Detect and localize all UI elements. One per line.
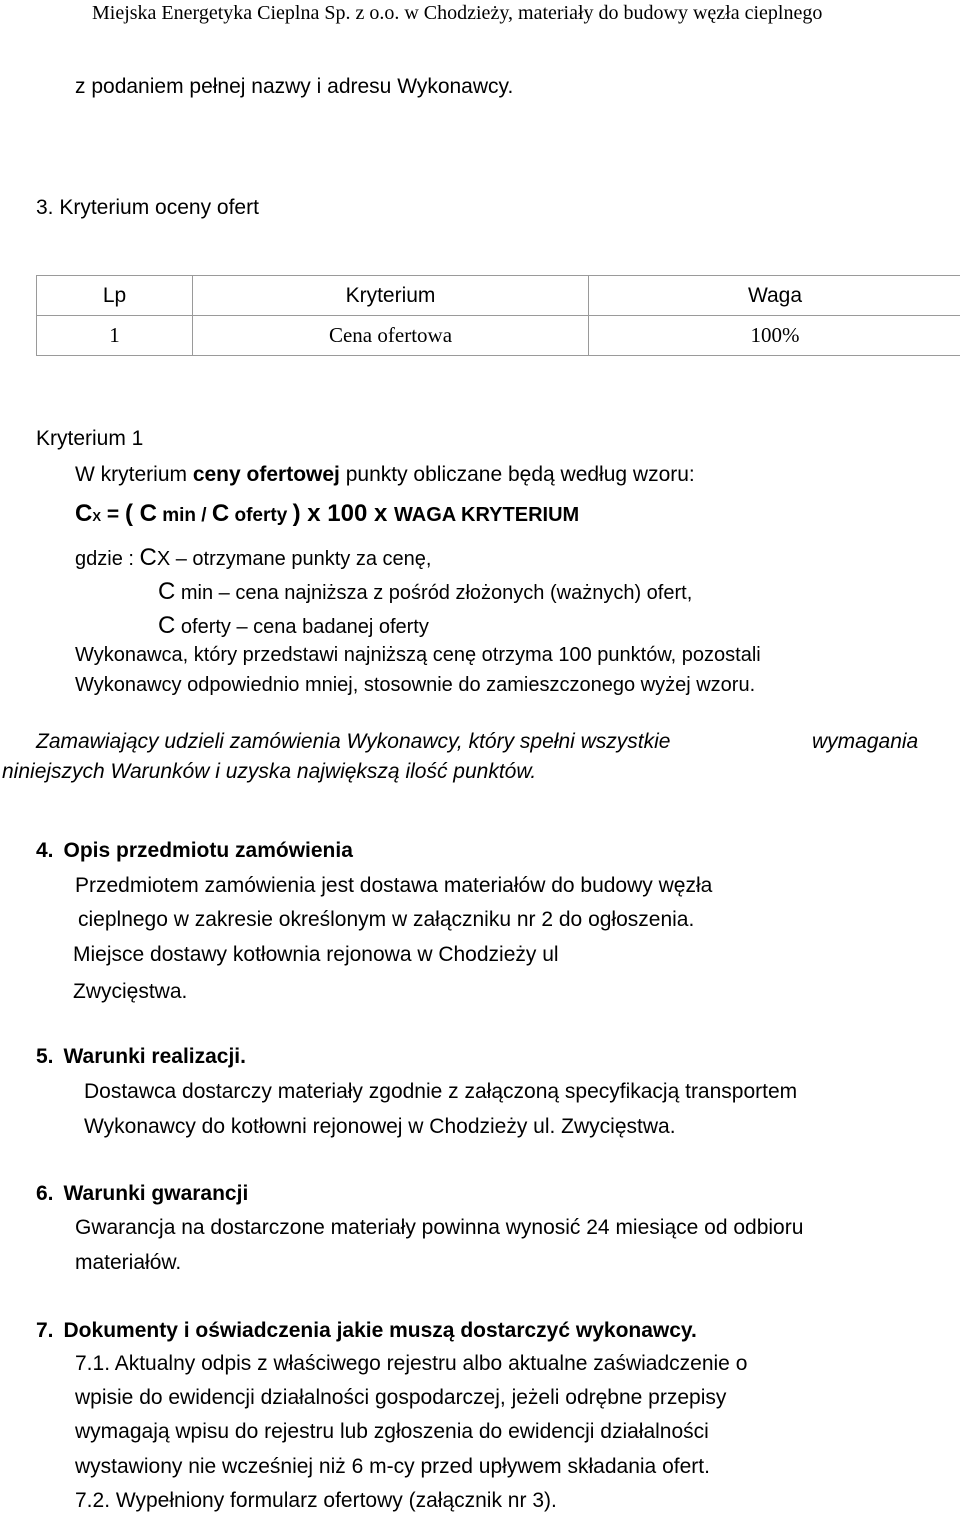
- section-6-heading: [36, 1182, 248, 1206]
- formula: [75, 500, 579, 528]
- table-header-cell: Waga: [589, 276, 960, 316]
- paragraph-line: Wykonawcy odpowiednio mniej, stosownie do zamieszczonego wyżej wzoru.: [75, 674, 756, 696]
- where-c: C: [139, 544, 157, 571]
- formula-cof: C: [211, 500, 230, 527]
- paragraph-line: wymagają wpisu do rejestru lub zgłoszenia do ewidencji działalności: [75, 1420, 709, 1443]
- paragraph-line: 7.2. Wypełniony formularz ofertowy (załącznik nr 3).: [75, 1489, 557, 1512]
- formula-oferty: oferty: [229, 505, 293, 526]
- criteria-table: [36, 275, 960, 356]
- paragraph-line: Dostawca dostarczy materiały zgodnie z załączoną specyfikacją transportem: [84, 1080, 798, 1103]
- where-cx: [75, 544, 431, 572]
- where-text: min – cena najniższa z pośród złożonych (ważnych) ofert,: [175, 582, 693, 604]
- italic-line: Zamawiający udzieli zamówienia Wykonawcy, który spełni wszystkie: [36, 730, 671, 753]
- where-cmin: [158, 578, 692, 606]
- paragraph-line: wystawiony nie wcześniej niż 6 m-cy przed upływem składania ofert.: [75, 1455, 710, 1478]
- paragraph-line: wpisie do ewidencji działalności gospodarczej, jeżeli odrębne przepisy: [75, 1386, 727, 1409]
- section-title: Warunki gwarancji: [63, 1182, 249, 1205]
- formula-sub: X: [92, 509, 102, 524]
- paragraph-line: Przedmiotem zamówienia jest dostawa materiałów do budowy węzła: [75, 874, 713, 897]
- where-text: – otrzymane punkty za cenę,: [170, 548, 432, 570]
- section-title: Dokumenty i oświadczenia jakie muszą dostarczyć wykonawcy.: [63, 1319, 697, 1342]
- formula-paren: ): [292, 500, 301, 527]
- where-c: C: [158, 578, 176, 605]
- section-title: Opis przedmiotu zamówienia: [63, 839, 353, 862]
- paragraph-line: Miejsce dostawy kotłownia rejonowa w Chodzieży ul: [73, 943, 559, 966]
- section-4-heading: [36, 839, 353, 863]
- paragraph-line: 7.1. Aktualny odpis z właściwego rejestru albo aktualne zaświadczenie o: [75, 1352, 748, 1375]
- section-number: 4.: [36, 839, 54, 862]
- criterion-intro: [75, 463, 695, 487]
- table-row: [37, 316, 960, 356]
- paragraph-line: cieplnego w zakresie określonym w załączniku nr 2 do ogłoszenia.: [78, 908, 695, 931]
- paragraph-line: Wykonawcy do kotłowni rejonowej w Chodzieży ul. Zwycięstwa.: [84, 1115, 676, 1138]
- criterion-title: Kryterium 1: [36, 427, 144, 450]
- italic-line: wymagania: [812, 730, 919, 753]
- formula-c: C: [75, 500, 93, 527]
- paragraph-line: Wykonawca, który przedstawi najniższą cenę otrzyma 100 punktów, pozostali: [75, 644, 761, 666]
- table-cell: Cena ofertowa: [193, 316, 589, 356]
- table-header-cell: Kryterium: [193, 276, 589, 316]
- section-number: 6.: [36, 1182, 54, 1205]
- where-label: gdzie :: [75, 548, 140, 570]
- where-x: X: [156, 548, 171, 570]
- where-text: oferty – cena badanej oferty: [175, 616, 429, 638]
- where-c: C: [158, 612, 176, 639]
- section-3-heading: 3. Kryterium oceny ofert: [36, 196, 259, 219]
- formula-cmin: C: [139, 500, 157, 527]
- table-header-row: [37, 276, 960, 316]
- section-5-heading: [36, 1045, 246, 1069]
- intro-bold: ceny ofertowej: [192, 463, 340, 486]
- table-header-cell: Lp: [37, 276, 193, 316]
- page-header: Miejska Energetyka Cieplna Sp. z o.o. w Chodzieży, materiały do budowy węzła cieplnego: [92, 2, 823, 24]
- paragraph-line: Zwycięstwa.: [73, 980, 188, 1003]
- table-cell: 1: [37, 316, 193, 356]
- formula-paren: (: [124, 500, 140, 527]
- formula-eq: =: [101, 503, 125, 526]
- intro-line: z podaniem pełnej nazwy i adresu Wykonawcy.: [75, 75, 514, 98]
- formula-min: min /: [156, 505, 212, 526]
- formula-waga: WAGA KRYTERIUM: [394, 504, 580, 526]
- section-title: Warunki realizacji.: [63, 1045, 246, 1068]
- section-7-heading: [36, 1319, 697, 1343]
- section-number: 7.: [36, 1319, 54, 1342]
- table-cell: 100%: [589, 316, 960, 356]
- where-coferty: [158, 612, 429, 640]
- italic-line: niniejszych Warunków i uzyska największą ilość punktów.: [2, 760, 537, 783]
- paragraph-line: materiałów.: [75, 1251, 182, 1274]
- section-number: 5.: [36, 1045, 54, 1068]
- intro-text: punkty obliczane będą według wzoru:: [339, 463, 695, 486]
- intro-text: W kryterium: [75, 463, 193, 486]
- paragraph-line: Gwarancja na dostarczone materiały powinna wynosić 24 miesiące od odbioru: [75, 1216, 804, 1239]
- formula-x100: x 100 x: [300, 500, 394, 527]
